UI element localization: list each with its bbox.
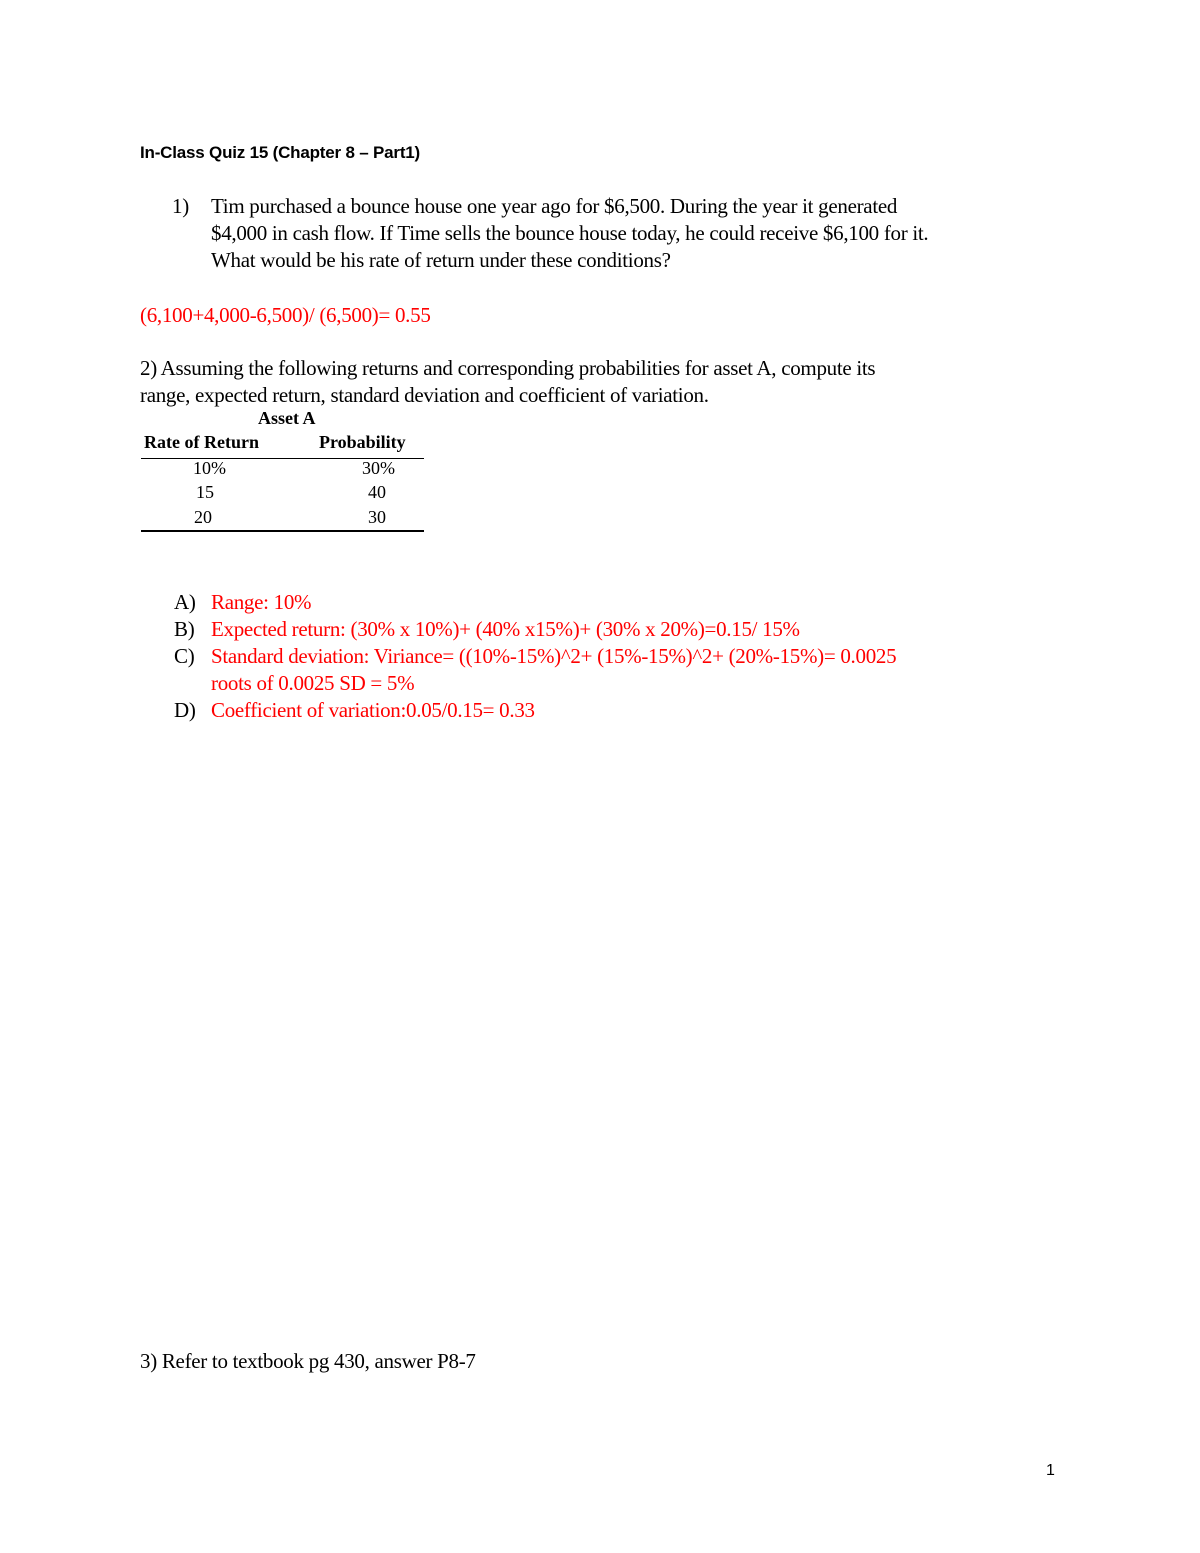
q3-text: 3) Refer to textbook pg 430, answer P8-7 (140, 1349, 476, 1373)
cell-rate-2: 15 (196, 482, 214, 502)
q1-line-3: What would be his rate of return under these conditions? (211, 248, 671, 272)
q1-answer: (6,100+4,000-6,500)/ (6,500)= 0.55 (140, 303, 431, 327)
answer-label-d: D) (174, 698, 196, 722)
header-rate-of-return: Rate of Return (144, 432, 259, 452)
answer-label-c: C) (174, 644, 195, 668)
bottom-rule (141, 530, 424, 532)
answer-label-a: A) (174, 590, 196, 614)
answer-c: Standard deviation: Viriance= ((10%-15%)^2+ (15%-15%)^2+ (20%-15%)= 0.0025 (211, 644, 897, 668)
table-title: Asset A (258, 408, 316, 428)
answer-label-b: B) (174, 617, 195, 641)
page-number: 1 (1046, 1462, 1055, 1479)
answer-a: Range: 10% (211, 590, 312, 614)
header-probability: Probability (319, 432, 406, 452)
quiz-title: In-Class Quiz 15 (Chapter 8 – Part1) (140, 143, 420, 162)
cell-rate-1: 10% (193, 458, 226, 478)
q2-line-1: 2) Assuming the following returns and corresponding probabilities for asset A, compute its (140, 356, 876, 380)
cell-rate-3: 20 (194, 507, 212, 527)
cell-prob-2: 40 (368, 482, 386, 502)
answer-b: Expected return: (30% x 10%)+ (40% x15%)+ (30% x 20%)=0.15/ 15% (211, 617, 800, 641)
q2-line-2: range, expected return, standard deviation and coefficient of variation. (140, 383, 709, 407)
q1-line-2: $4,000 in cash flow. If Time sells the bounce house today, he could receive $6,100 for it. (211, 221, 929, 245)
q1-line-1: Tim purchased a bounce house one year ago for $6,500. During the year it generated (211, 194, 898, 218)
answer-d: Coefficient of variation:0.05/0.15= 0.33 (211, 698, 535, 722)
q1-number: 1) (172, 194, 189, 218)
answer-c-continued: roots of 0.0025 SD = 5% (211, 671, 415, 695)
cell-prob-1: 30% (362, 458, 395, 478)
cell-prob-3: 30 (368, 507, 386, 527)
